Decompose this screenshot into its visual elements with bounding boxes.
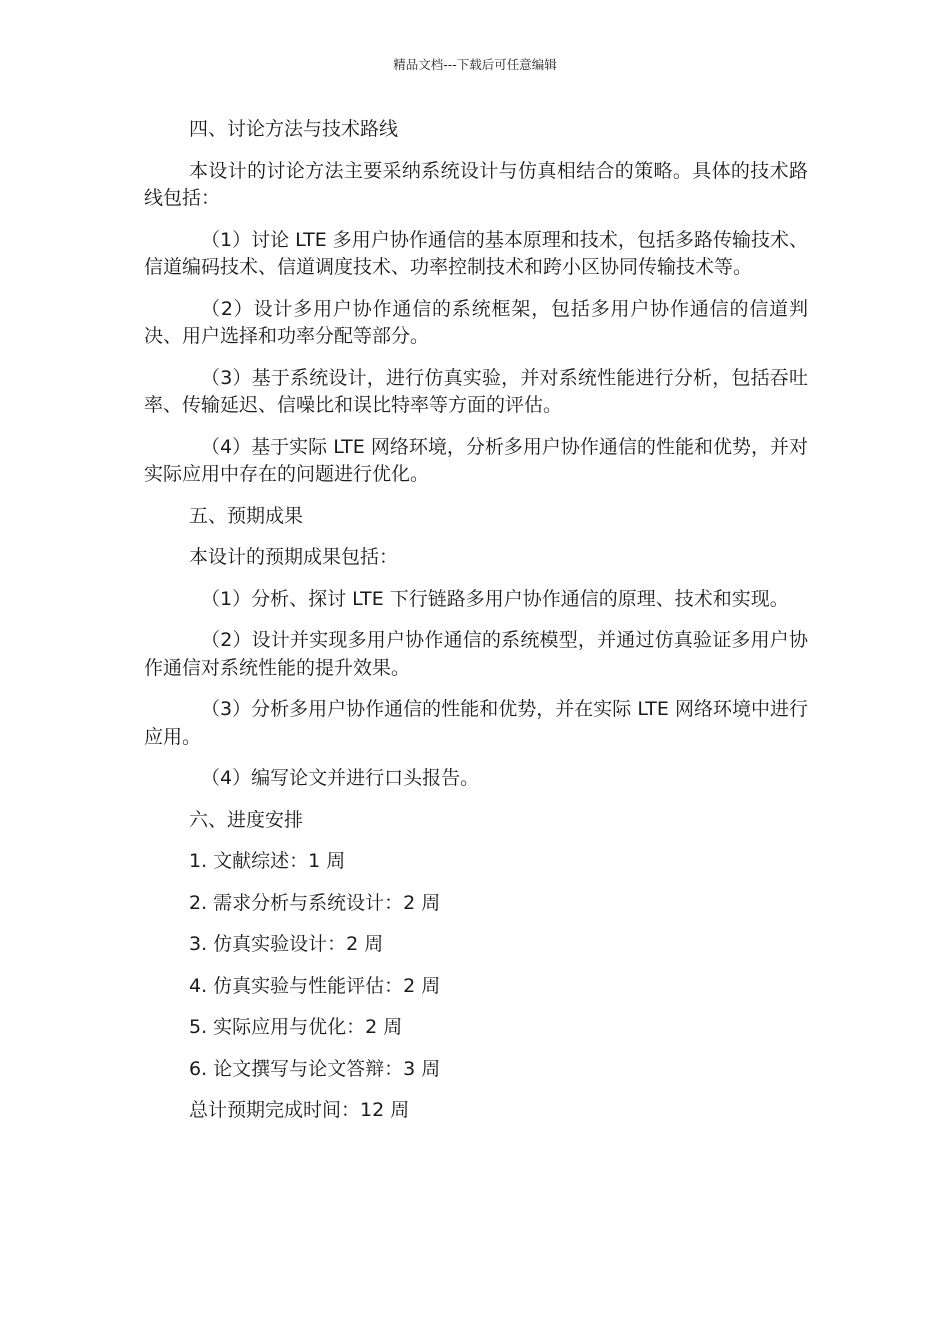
methods-item-4: （4）基于实际 LTE 网络环境，分析多用户协作通信的性能和优势，并对实际应用中存在的问题进行优化。: [144, 435, 808, 485]
outcomes-item-2: （2）设计并实现多用户协作通信的系统模型，并通过仿真验证多用户协作通信对系统性能的提升效果。: [144, 629, 808, 679]
outcomes-item-1: （1）分析、探讨 LTE 下行链路多用户协作通信的原理、技术和实现。: [201, 587, 789, 610]
schedule-item-3: 3. 仿真实验设计：2 周: [189, 933, 384, 955]
methods-item-3: （3）基于系统设计，进行仿真实验，并对系统性能进行分析，包括吞吐率、传输延迟、信噪比和误比特率等方面的评估。: [144, 366, 808, 416]
document-body: [144, 116, 808, 1139]
methods-intro-paragraph: 本设计的讨论方法主要采纳系统设计与仿真相结合的策略。具体的技术路线包括：: [144, 159, 808, 209]
schedule-item-4: 4. 仿真实验与性能评估：2 周: [189, 974, 441, 997]
outcomes-item-3: （3）分析多用户协作通信的性能和优势，并在实际 LTE 网络环境中进行应用。: [144, 698, 808, 748]
schedule-item-1: 1. 文献综述：1 周: [189, 850, 346, 872]
outcomes-intro-paragraph: 本设计的预期成果包括：: [189, 546, 399, 568]
schedule-item-5: 5. 实际应用与优化：2 周: [189, 1016, 403, 1038]
section-heading-outcomes: 五、预期成果: [189, 504, 304, 527]
section-heading-schedule: 六、进度安排: [189, 808, 304, 831]
methods-item-2: （2）设计多用户协作通信的系统框架，包括多用户协作通信的信道判决、用户选择和功率分配等部分。: [144, 297, 808, 347]
outcomes-item-4: （4）编写论文并进行口头报告。: [201, 767, 480, 789]
schedule-total: 总计预期完成时间：12 周: [189, 1099, 410, 1121]
section-heading-methods: 四、讨论方法与技术路线: [189, 118, 399, 140]
methods-item-1: （1）讨论 LTE 多用户协作通信的基本原理和技术，包括多路传输技术、信道编码技术、信道调度技术、功率控制技术和跨小区协同传输技术等。: [144, 228, 808, 278]
schedule-item-6: 6. 论文撰写与论文答辩：3 周: [189, 1057, 441, 1080]
schedule-item-2: 2. 需求分析与系统设计：2 周: [189, 891, 441, 914]
page-header: 精品文档---下载后可任意编辑: [393, 57, 557, 72]
